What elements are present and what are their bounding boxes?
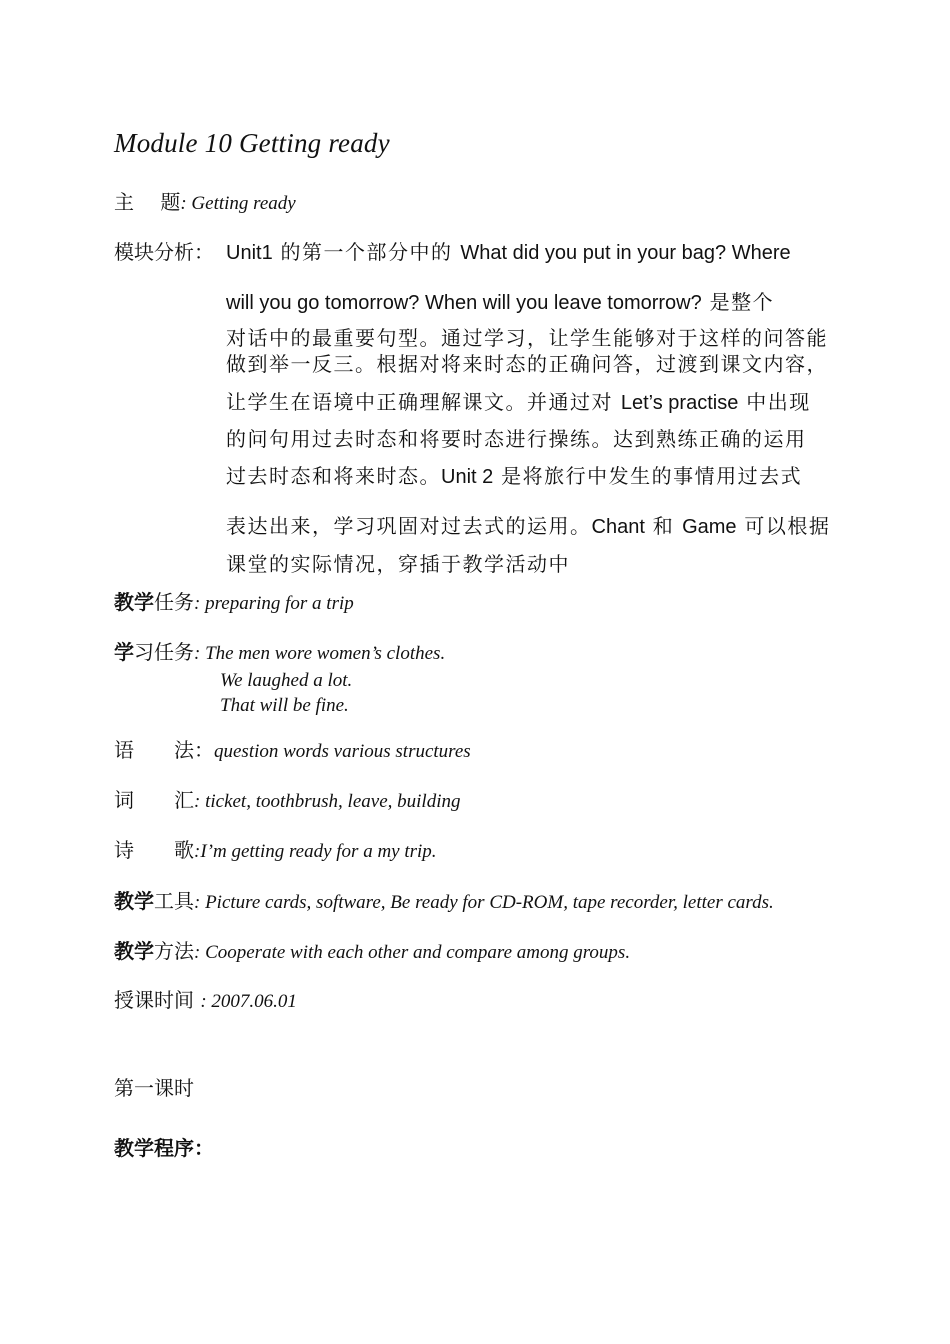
analysis-text: Game [682, 516, 737, 538]
teaching-tools-label-bold: 教学 [114, 889, 154, 913]
analysis-text: Unit1 [226, 242, 273, 264]
analysis-text: 让学生在语境中正确理解课文。并通过对 [226, 390, 621, 414]
teaching-task-row [114, 586, 354, 615]
analysis-text: What did you put in your bag? Where [460, 242, 791, 264]
analysis-text: Let’s practise [620, 392, 739, 414]
poem-value: :I’m getting ready for a my trip. [194, 841, 437, 862]
procedure-heading: 教学程序： [114, 1136, 214, 1160]
poem-row [114, 834, 437, 863]
teaching-task-label-bold: 教学 [114, 590, 154, 614]
teaching-tools-row [114, 885, 774, 914]
poem-label: 诗 歌 [114, 838, 194, 862]
grammar-row [114, 734, 471, 763]
grammar-label: 语 法： [114, 738, 214, 762]
teaching-tools-value: : Picture cards, software, Be ready for CD-ROM, tape recorder, letter cards. [194, 892, 774, 913]
document-title: Module 10 Getting ready [114, 128, 390, 158]
vocabulary-row [114, 784, 460, 813]
analysis-text: 是整个 [701, 290, 775, 314]
lesson-heading: 第一课时 [114, 1076, 194, 1100]
topic-label: 主 题 [114, 190, 181, 214]
analysis-text: 过去时态和将来时态。 [226, 464, 441, 488]
teaching-time-row [114, 984, 297, 1013]
teaching-time-value: : 2007.06.01 [200, 991, 297, 1012]
vocabulary-label: 词 汇 [114, 788, 194, 812]
analysis-line-1 [226, 236, 791, 265]
analysis-line-4 [226, 348, 828, 377]
analysis-text: 和 [644, 514, 683, 538]
teaching-method-label: 方法 [154, 939, 194, 963]
analysis-line-8 [226, 510, 830, 539]
teaching-tools-label: 工具 [154, 889, 194, 913]
learning-task-sentence: : The men wore women’s clothes. [194, 643, 446, 664]
vocabulary-value: : ticket, toothbrush, leave, building [194, 791, 461, 812]
analysis-line-2 [226, 286, 774, 315]
learning-task-sentence: We laughed a lot. [220, 670, 353, 691]
learning-task-label: 习任务 [134, 640, 194, 664]
teaching-method-row [114, 935, 630, 964]
learning-task-row [114, 636, 445, 665]
analysis-text: Unit 2 [441, 466, 494, 488]
analysis-text: 可以根据 [736, 514, 831, 538]
analysis-line-3 [226, 322, 828, 351]
learning-task-sentence: That will be fine. [220, 695, 349, 716]
analysis-text: 课堂的实际情况，穿插于教学活动中 [226, 552, 570, 576]
analysis-text: 表达出来，学习巩固对过去式的运用。 [226, 514, 592, 538]
learning-task-label-bold: 学 [114, 640, 134, 664]
analysis-line-9 [226, 548, 570, 577]
topic-value: : Getting ready [180, 193, 296, 214]
analysis-text: 中出现 [738, 390, 811, 414]
analysis-text: 的第一个部分中的 [272, 240, 461, 264]
analysis-line-7 [226, 460, 802, 489]
analysis-text: 的问句用过去时态和将要时态进行操练。达到熟练正确的运用 [226, 427, 807, 451]
analysis-text: 对话中的最重要句型。通过学习，让学生能够对于这样的问答能 [226, 326, 828, 350]
teaching-method-value: : Cooperate with each other and compare among groups. [194, 942, 631, 963]
teaching-method-label-bold: 教学 [114, 939, 154, 963]
teaching-time-label: 授课时间 [114, 988, 201, 1012]
analysis-text: Chant [591, 516, 645, 538]
module-analysis-label: 模块分析： [114, 240, 214, 264]
analysis-text: will you go tomorrow? When will you leave tomorrow? [226, 292, 702, 314]
teaching-task-value: : preparing for a trip [194, 593, 354, 614]
teaching-task-label: 任务 [154, 590, 194, 614]
analysis-line-6 [226, 423, 807, 452]
analysis-text: 做到举一反三。根据对将来时态的正确问答，过渡到课文内容， [226, 352, 828, 376]
grammar-value: question words various structures [214, 741, 471, 762]
topic-row [114, 186, 296, 215]
analysis-line-5 [226, 386, 811, 415]
analysis-text: 是将旅行中发生的事情用过去式 [493, 464, 803, 488]
